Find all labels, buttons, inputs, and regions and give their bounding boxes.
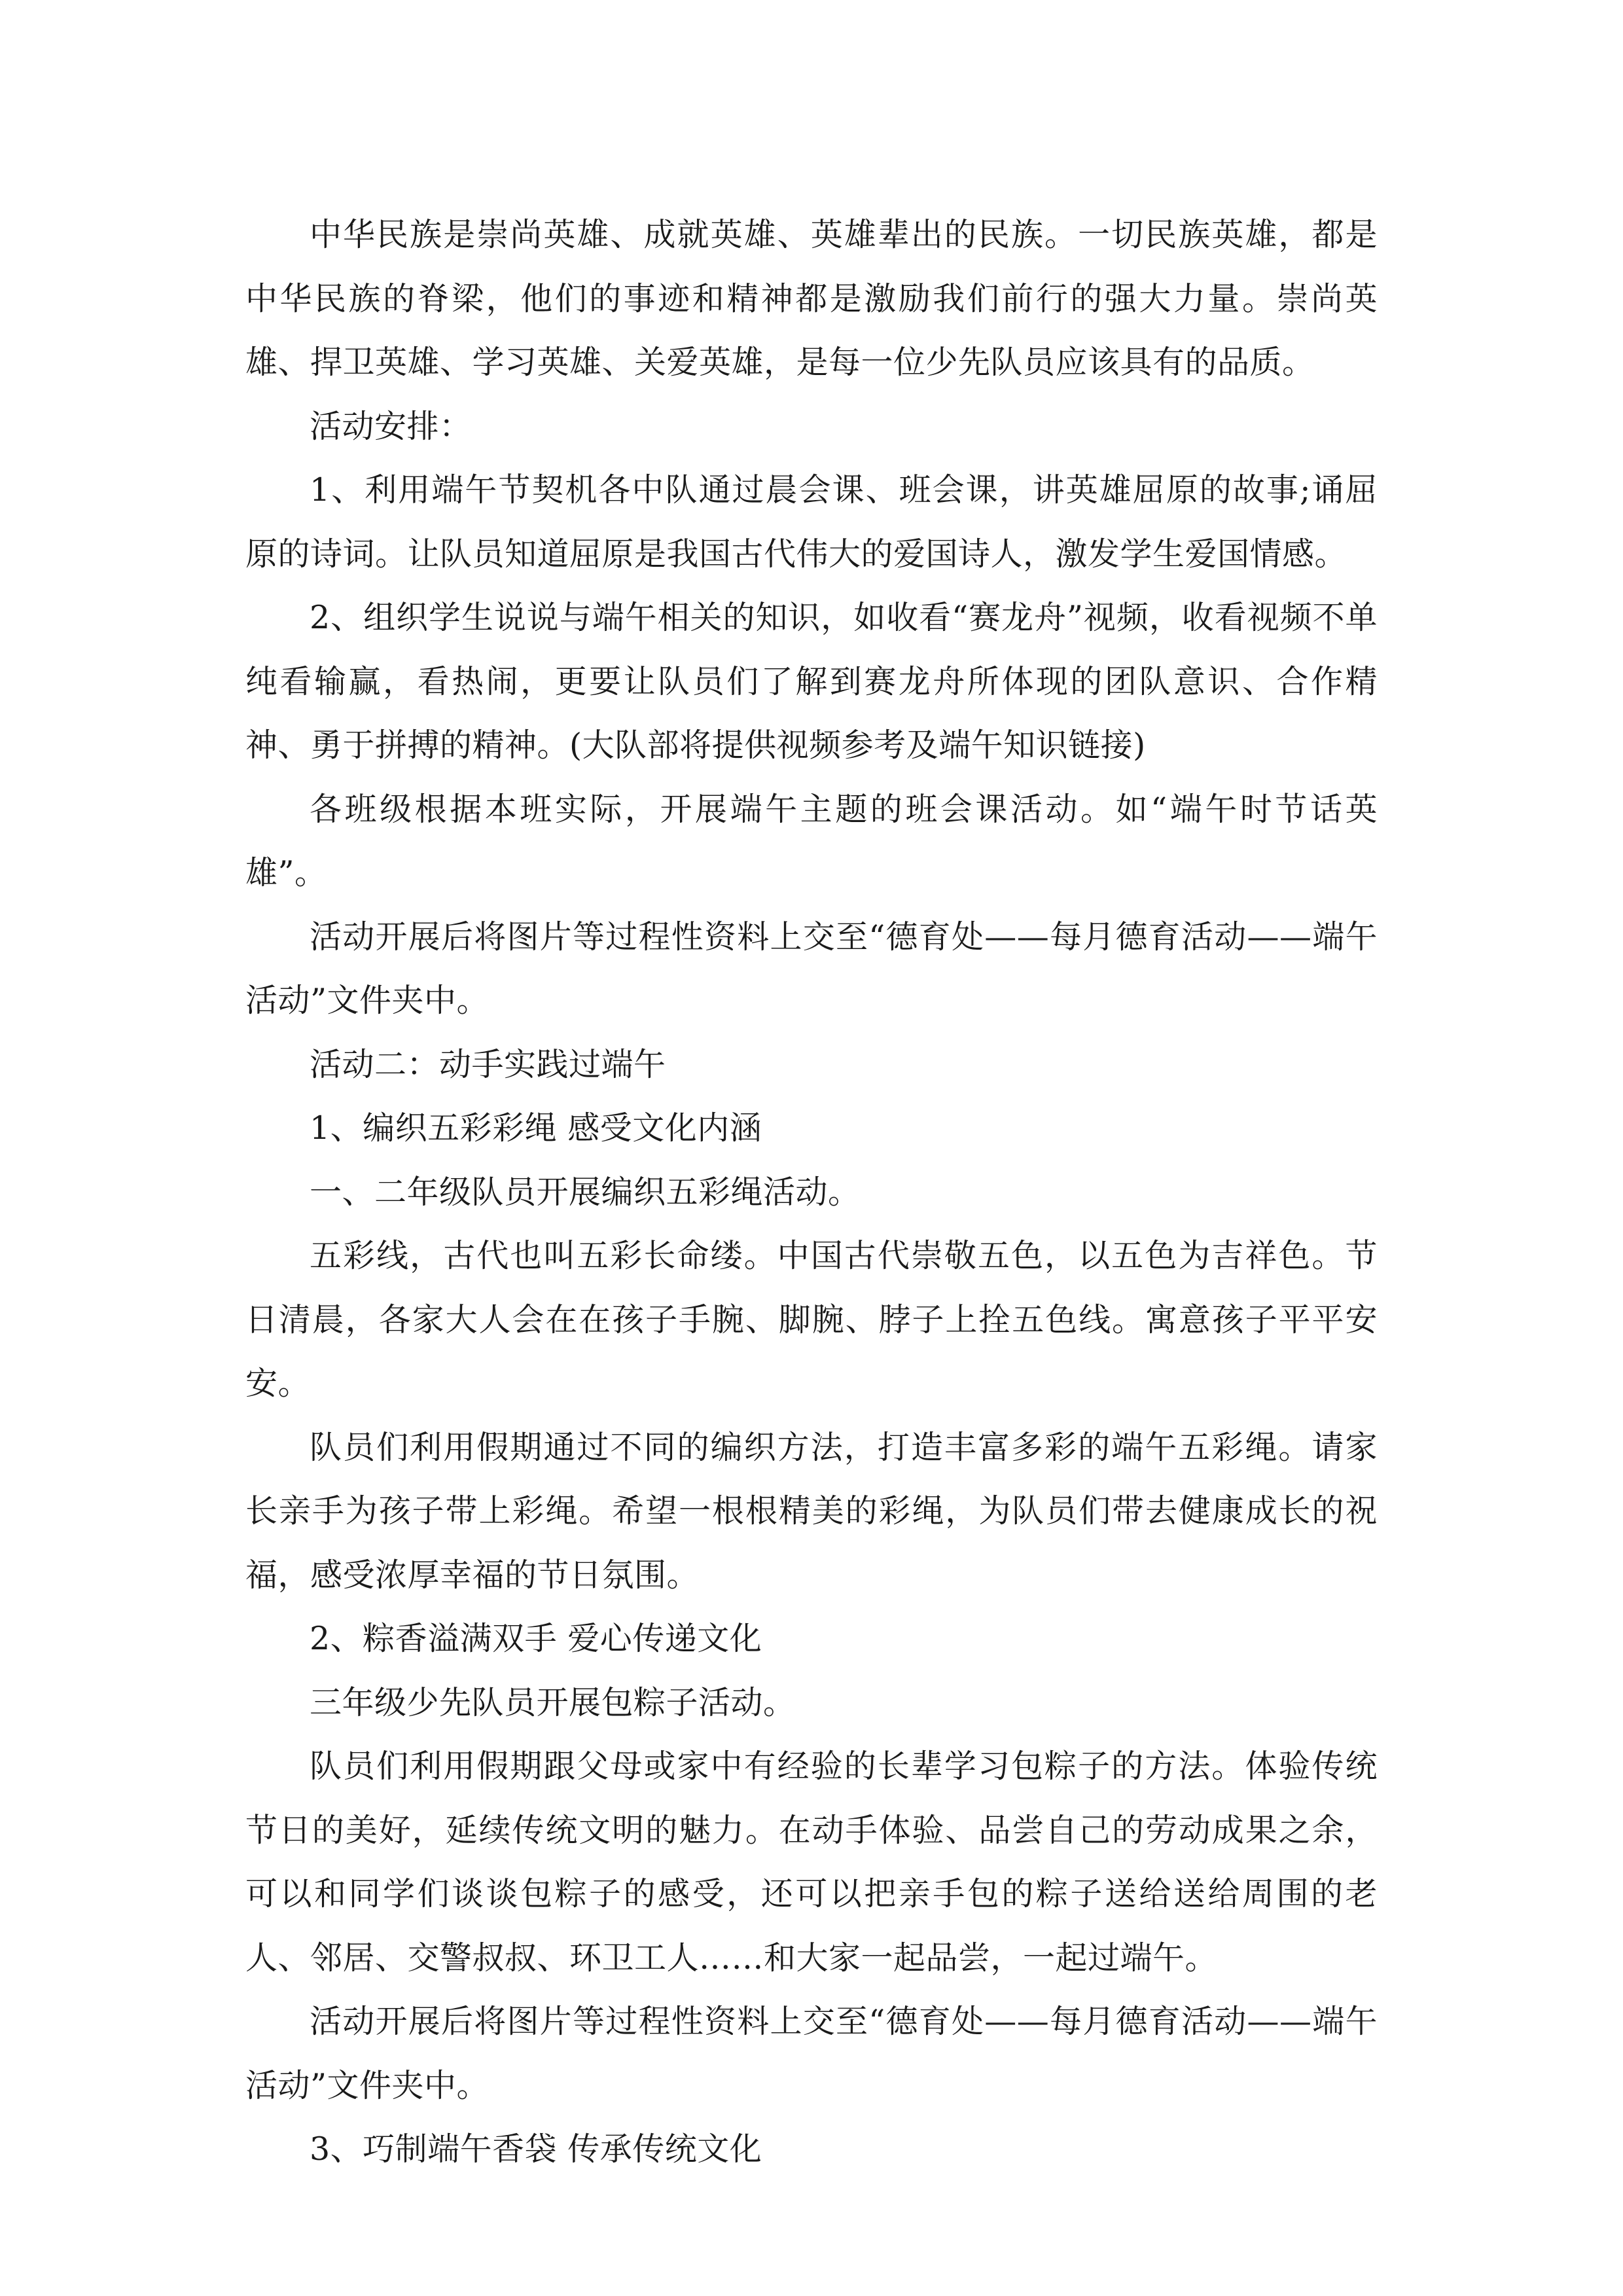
paragraph-weaving-methods: 队员们利用假期通过不同的编织方法，打造丰富多彩的端午五彩绳。请家长亲手为孩子带上彩绳。希望一根根精美的彩绳，为队员们带去健康成长的祝福，感受浓厚幸福的节日氛围。 xyxy=(245,1428,1378,1594)
paragraph-subheading-3: 3、巧制端午香袋 传承传统文化 xyxy=(310,2130,762,2168)
paragraph-submission-note-2: 活动开展后将图片等过程性资料上交至“德育处——每月德育活动——端午活动”文件夹中。 xyxy=(245,2003,1378,2104)
paragraph-subheading-1: 1、编织五彩彩绳 感受文化内涵 xyxy=(310,1109,762,1147)
paragraph-submission-note-1: 活动开展后将图片等过程性资料上交至“德育处——每月德育活动——端午活动”文件夹中。 xyxy=(245,918,1378,1019)
paragraph-five-color-thread: 五彩线，古代也叫五彩长命缕。中国古代崇敬五色，以五色为吉祥色。节日清晨，各家大人会在在孩子手腕、脚腕、脖子上拴五色线。寓意孩子平平安安。 xyxy=(245,1237,1378,1402)
paragraph-activity-two-heading: 活动二：动手实践过端午 xyxy=(310,1045,666,1083)
paragraph-arrangement-item-1: 1、利用端午节契机各中队通过晨会课、班会课，讲英雄屈原的故事;诵屈原的诗词。让队员知道屈原是我国古代伟大的爱国诗人，激发学生爱国情感。 xyxy=(245,471,1378,573)
paragraph-intro: 中华民族是崇尚英雄、成就英雄、英雄辈出的民族。一切民族英雄，都是中华民族的脊梁，他们的事迹和精神都是激励我们前行的强大力量。崇尚英雄、捍卫英雄、学习英雄、关爱英雄，是每一位少先队员应该具有的品质。 xyxy=(245,216,1378,381)
paragraph-activity-arrangement-heading: 活动安排： xyxy=(310,407,472,445)
paragraph-subheading-2: 2、粽香溢满双手 爱心传递文化 xyxy=(310,1620,762,1657)
paragraph-zongzi: 队员们利用假期跟父母或家中有经验的长辈学习包粽子的方法。体验传统节日的美好，延续传统文明的魅力。在动手体验、品尝自己的劳动成果之余，可以和同学们谈谈包粽子的感受，还可以把亲手包的粽子送给送给周围的老人、邻居、交警叔叔、环卫工人……和大家一起品尝，一起过端午。 xyxy=(245,1748,1378,1977)
paragraph-arrangement-item-2: 2、组织学生说说与端午相关的知识，如收看“赛龙舟”视频，收看视频不单纯看输赢，看热闹，更要让队员们了解到赛龙舟所体现的团队意识、合作精神、勇于拼搏的精神。(大队部将提供视频参考及端午知识链接) xyxy=(245,599,1378,764)
paragraph-grade-1-2: 一、二年级队员开展编织五彩绳活动。 xyxy=(310,1173,861,1211)
paragraph-class-meeting: 各班级根据本班实际，开展端午主题的班会课活动。如“端午时节话英雄”。 xyxy=(245,790,1378,891)
document-body xyxy=(245,203,1378,2181)
paragraph-grade-3: 三年级少先队员开展包粽子活动。 xyxy=(310,1683,796,1721)
